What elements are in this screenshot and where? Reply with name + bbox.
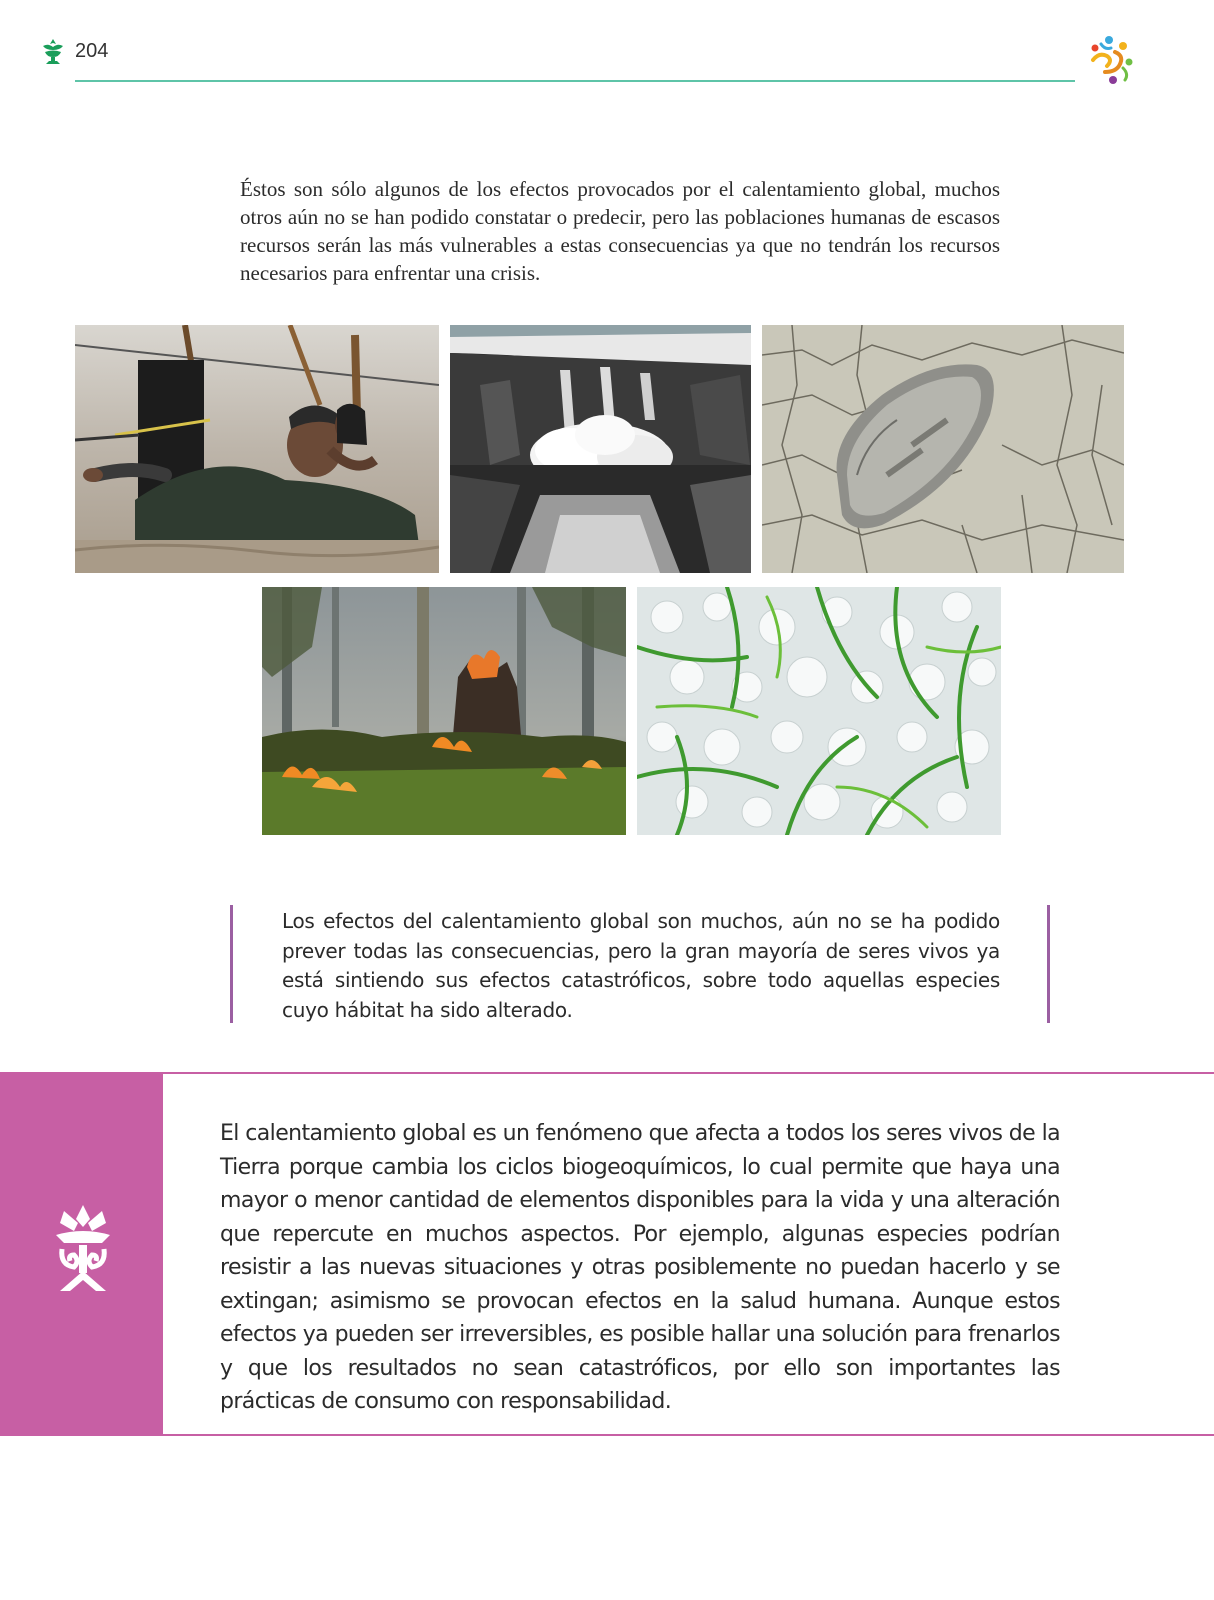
quote-text: Los efectos del calentamiento global son muchos, aún no se ha podido prever todas las consecuencias, pero la gran mayoría de seres vivos ya está sintiendo sus efectos catastróficos, sobre todo aquellas especies cuyo hábitat ha sido alterado.: [282, 909, 1000, 1022]
page-number: 204: [75, 40, 109, 62]
drought-photo: [762, 325, 1124, 573]
forest-fire-photo: [262, 587, 626, 835]
highlight-text: El calentamiento global es un fenómeno que afecta a todos los seres vivos de la Tierra porque cambia los ciclos biogeoquímicos, lo cual permite que haya una mayor o menor cantidad de elementos disponibles para la vida y una alteración que repercute en muchos aspectos. Por ejemplo, algunas especies podrían resistir a las nuevas situaciones y otras posiblemente no puedan hacerlo y se extingan; asimismo se provocan efectos en la salud humana. Aunque estos efectos ya pueden ser irreversibles, es posible hallar una solución para frenarlos y que los resultados no sean catastróficos, por ello son importantes las prácticas de consumo con responsabilidad.: [220, 1121, 1060, 1414]
hail-photo: [637, 587, 1001, 835]
intro-paragraph: Éstos son sólo algunos de los efectos provocados por el calentamiento global, muchos otros aún no se han podido constatar o predecir, pero las poblaciones humanas de escasos recursos serán las más vulnerables a estas consecuencias ya que no tendrán los recursos necesarios para enfrentar una crisis.: [240, 177, 1000, 285]
flood-photo: [75, 325, 439, 573]
highlight-top-rule: [0, 1072, 1214, 1074]
flower-ornament-icon: [50, 1205, 116, 1293]
tree-emblem-icon: [40, 38, 66, 66]
glacier-photo: [450, 325, 751, 573]
colorful-dancing-figures-logo: [1085, 34, 1137, 86]
header-divider: [75, 80, 1075, 82]
highlight-bottom-rule: [0, 1434, 1214, 1436]
